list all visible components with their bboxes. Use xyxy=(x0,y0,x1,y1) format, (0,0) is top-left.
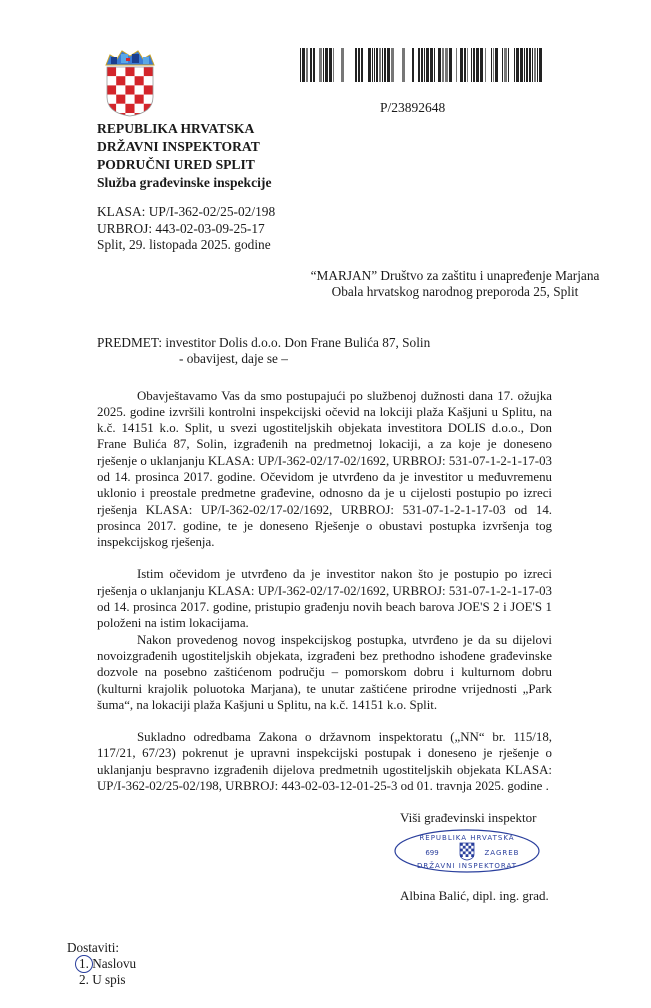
klasa-number: KLASA: UP/I-362-02/25-02/198 xyxy=(97,204,276,219)
barcode-bar xyxy=(534,48,536,82)
issuer-department: Služba građevinske inspekcije xyxy=(97,175,272,190)
stamp-crest-square xyxy=(471,849,474,852)
barcode-bar xyxy=(473,48,475,82)
barcode-bar xyxy=(325,48,328,82)
body-paragraph: Obavještavamo Vas da smo postupajući po službenoj dužnosti dana 17. ožujka 2025. godine izvršili kontrolni inspekcijski očevid na lokciji plaža Kašjuni u Splitu, na k.č. 14151 k.o. Split, u svezi ugostiteljskih objekata investitora DOLIS d.o.o., Don Frane Bulića 87, Solin, izgrađenih na predmetnoj lokaciji, a za koje je doneseno rješenje o uklanjanju KLASA: UP/I-362-02/17-02/1692, URBROJ: 531-07-1-2-1-17-03 od 14. prosinca 2017. godine. Očevidom je utvrđeno da je investitor u međuvremenu uklonio i preostale predmetne građevine, odnosno da je u cijelosti postupio po izreci rješenja KLASA: UP/I-362-02/17-02/1692, URBROJ: 531-07-1-2-1-17-03 od 14. prosinca 2017. godine, te je doneseno Rješenje o obustavi postupka izvršenja tog inspekcijskog rješenja. xyxy=(97,388,552,550)
stamp-crest-square xyxy=(471,843,474,846)
barcode-bar xyxy=(438,48,441,82)
letterhead-top xyxy=(0,0,651,118)
recipient-name: “MARJAN” Društvo za zaštitu i unapređenje Marjana xyxy=(310,267,600,283)
barcode-bar xyxy=(493,48,494,82)
barcode-bar xyxy=(382,48,383,82)
barcode-bar xyxy=(329,48,332,82)
barcode-bar xyxy=(319,48,322,82)
barcode-bar xyxy=(526,48,528,82)
barcode-bar xyxy=(358,48,360,82)
urbroj-number: URBROJ: 443-02-03-09-25-17 xyxy=(97,220,265,236)
distribution-label: Dostaviti: xyxy=(67,940,120,956)
document-metadata xyxy=(97,204,651,254)
crown-icon xyxy=(106,51,154,65)
barcode-bar xyxy=(532,48,533,82)
barcode-bar xyxy=(456,48,457,82)
reference-number: P/23892648 xyxy=(380,100,446,115)
barcode-bar xyxy=(374,48,375,82)
barcode-bar xyxy=(379,48,381,82)
barcode-bar xyxy=(402,48,405,82)
document-barcode xyxy=(297,48,545,82)
crest-square xyxy=(107,113,116,117)
crest-square xyxy=(116,85,125,94)
crest-square xyxy=(125,67,134,76)
barcode-bar xyxy=(539,48,542,82)
issuer-block xyxy=(97,120,651,192)
crest-square xyxy=(107,67,116,76)
crest-square xyxy=(116,104,125,113)
stamp-crest-square xyxy=(463,846,466,849)
issuer-office: PODRUČNI URED SPLIT xyxy=(97,157,255,172)
crest-square xyxy=(107,95,116,104)
barcode-bar xyxy=(516,48,519,82)
issuer-agency: DRŽAVNI INSPEKTORAT xyxy=(97,139,260,154)
stamp-crest-square xyxy=(460,843,463,846)
barcode-bar xyxy=(434,48,435,82)
barcode-bar xyxy=(306,48,308,82)
barcode-bar xyxy=(524,48,525,82)
crest-square xyxy=(135,95,144,104)
barcode-bar xyxy=(333,48,334,82)
barcode-bar xyxy=(391,48,394,82)
stamp-crest-square xyxy=(468,846,471,849)
stamp-crest-square xyxy=(468,852,471,855)
barcode-bar xyxy=(529,48,531,82)
crest-square xyxy=(144,76,153,85)
signature-area xyxy=(0,810,651,940)
barcode-bar xyxy=(372,48,373,82)
barcode-bar xyxy=(418,48,420,82)
subject-block xyxy=(97,335,651,368)
stamp-coat-of-arms-icon xyxy=(460,843,474,860)
issuer-country: REPUBLIKA HRVATSKA xyxy=(97,121,255,136)
barcode-bar xyxy=(514,48,515,82)
place-date: Split, 29. listopada 2025. godine xyxy=(97,237,271,252)
barcode-bar xyxy=(508,48,509,82)
crest-square xyxy=(125,104,134,113)
barcode-bar xyxy=(476,48,479,82)
crest-square xyxy=(125,95,134,104)
barcode-bar xyxy=(310,48,312,82)
crest-square xyxy=(116,76,125,85)
barcode-bar xyxy=(504,48,507,82)
crest-square xyxy=(125,85,134,94)
barcode-bar xyxy=(480,48,483,82)
body-paragraph: Nakon provedenog novog inspekcijskog postupka, utvrđeno je da su dijelovi novoizgrađenih ugostiteljskih objekata, izgrađeni bez prethodno ishođene građevinske dozvole na posebno zaštićenom području – pomorskom dobru i kulturnom dobru (kulturni krajolik poluotoka Marjana), te unutar zaštićene prirodne vrijednosti „Park šuma“, na lokaciji plaža Kašjuni u Splitu, na k.č. 14151 k.o. Split. xyxy=(97,632,552,712)
distribution-item: 2. U spis xyxy=(79,972,126,988)
crest-square xyxy=(107,76,116,85)
barcode-bar xyxy=(341,48,344,82)
barcode-bar xyxy=(445,48,448,82)
barcode-bar xyxy=(426,48,429,82)
stamp-city: ZAGREB xyxy=(484,849,520,858)
stamp-crest-square xyxy=(463,852,466,855)
stamp-number: 699 xyxy=(425,849,439,858)
barcode-bar xyxy=(520,48,523,82)
barcode-bar xyxy=(384,48,386,82)
stamp-crest-square xyxy=(466,849,469,852)
barcode-bar xyxy=(302,48,305,82)
crest-square xyxy=(116,67,125,76)
subject-subline: - obavijest, daje se – xyxy=(179,351,288,366)
stamp-crest-square xyxy=(466,843,469,846)
stamp-top-text: REPUBLIKA HRVATSKA xyxy=(419,834,515,843)
distribution-list xyxy=(67,940,651,988)
barcode-bar xyxy=(412,48,414,82)
signatory-title: Viši građevinski inspektor xyxy=(400,810,537,826)
body-paragraph: Istim očevidom je utvrđeno da je investitor nakon što je postupio po izreci rješenja o uklanjanju KLASA: UP/I-362-02/17-02/1692, URBROJ: 531-07-1-2-1-17-03 od 14. prosinca 2017. godine, pristupio građenju novih beach barova JOE'S 2 i JOE'S 1 položeni na istim lokacijama. xyxy=(97,567,552,631)
barcode-bar xyxy=(387,48,390,82)
barcode-bar xyxy=(323,48,324,82)
letter-body xyxy=(97,388,552,795)
croatian-coat-of-arms-logo xyxy=(104,47,156,117)
recipient-block xyxy=(290,268,620,301)
body-paragraph: Sukladno odredbama Zakona o državnom inspektoratu („NN“ br. 115/18, 117/21, 67/23) pokrenut je upravni inspekcijski postupak i doneseno je rješenje o uklanjanju bespravno izgrađenih dijelova predmetnih ugostiteljskih objekata KLASA: UP/I-362-02/25-02/198, URBROJ: 443-02-03-12-01-25-3 od 01. travnja 2025. godine . xyxy=(97,730,552,794)
barcode-bar xyxy=(442,48,444,82)
crest-square xyxy=(107,85,116,94)
crest-square xyxy=(144,67,153,76)
barcode-bar xyxy=(424,48,425,82)
barcode-bar xyxy=(491,48,492,82)
official-stamp xyxy=(392,828,542,874)
barcode-bar xyxy=(460,48,463,82)
barcode-bar xyxy=(376,48,378,82)
recipient-address: Obala hrvatskog narodnog preporoda 25, Split xyxy=(331,284,579,299)
crest-square xyxy=(144,85,153,94)
crest-square xyxy=(135,104,144,113)
crest-square xyxy=(144,113,153,117)
barcode-bar xyxy=(421,48,423,82)
stamp-bottom-text: DRŽAVNI INSPEKTORAT xyxy=(416,862,518,871)
crest-square xyxy=(135,76,144,85)
barcode-bar xyxy=(361,48,363,82)
barcode-bar xyxy=(449,48,452,82)
checkerboard-shield-icon xyxy=(107,67,153,117)
barcode-bar xyxy=(471,48,472,82)
barcode-bar xyxy=(537,48,538,82)
crest-square xyxy=(125,76,134,85)
crest-square xyxy=(116,95,125,104)
barcode-bar xyxy=(300,48,301,82)
crest-square xyxy=(135,67,144,76)
barcode-bar xyxy=(355,48,357,82)
barcode-bar xyxy=(467,48,468,82)
barcode-bar xyxy=(485,48,486,82)
subject-line: PREDMET: investitor Dolis d.o.o. Don Frane Bulića 87, Solin xyxy=(97,334,431,350)
barcode-bar xyxy=(464,48,466,82)
barcode-bar xyxy=(368,48,371,82)
crest-square xyxy=(144,95,153,104)
stamp-crest-square xyxy=(460,849,463,852)
barcode-bar xyxy=(502,48,503,82)
barcode-bar xyxy=(313,48,315,82)
barcode-bar xyxy=(430,48,433,82)
crest-square xyxy=(135,85,144,94)
signatory-name: Albina Balić, dipl. ing. grad. xyxy=(400,888,549,904)
barcode-bar xyxy=(495,48,498,82)
distribution-item: 1. Naslovu xyxy=(67,956,651,972)
